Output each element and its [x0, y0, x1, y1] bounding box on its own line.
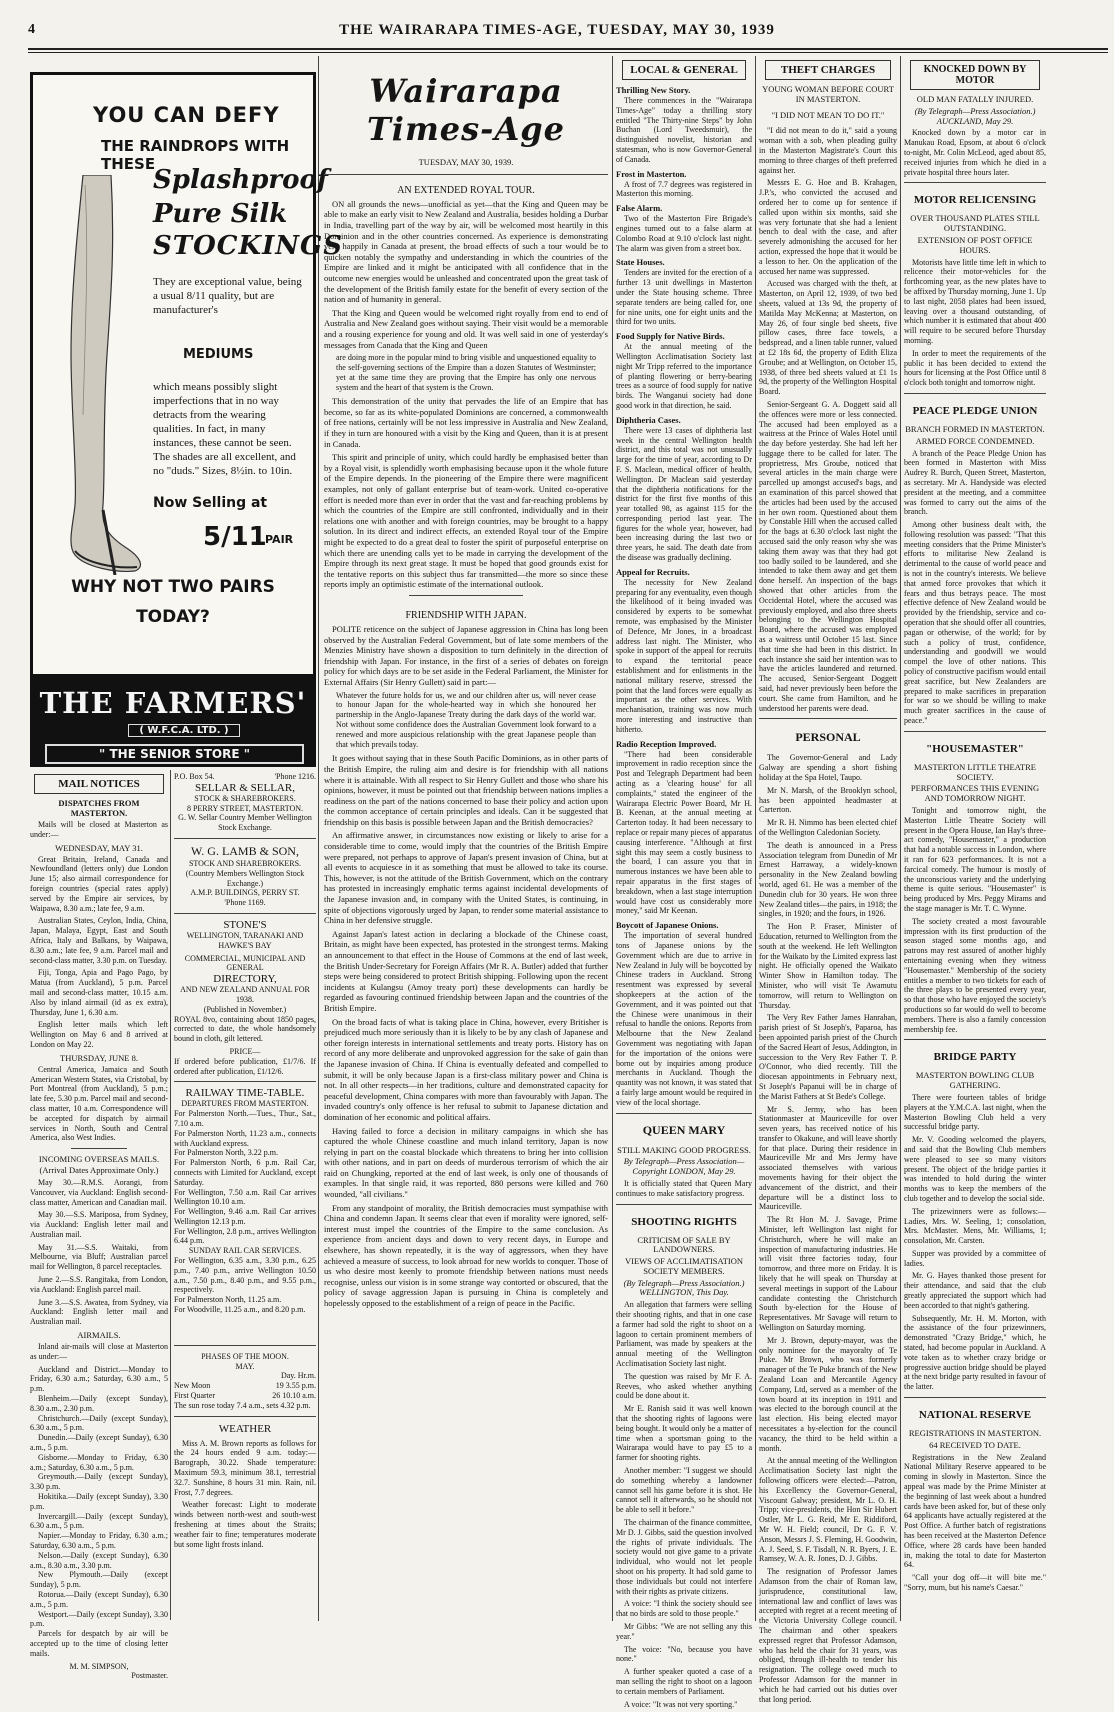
divider	[900, 56, 901, 1621]
paragraph: For Wellington, 9.46 a.m. Rail Car arrives Wellington 12.13 p.m.	[174, 1207, 316, 1226]
paragraph: Central America, Jamaica and South American Western States, via Cristobal, by Port Montreal (from Auckland), 5 p.m.; late fee, 5.30 p.m. Parcel mail and second-class matter, 10 a.m. Correspondence will be accepted for dispatch by airmail services in North, South and Central America, also West Indies.	[30, 1064, 168, 1143]
ad-mediums: MEDIUMS	[183, 347, 254, 362]
paragraph: Invercargill.—Daily (except Sunday), 6.30 a.m., 5 p.m.	[30, 1511, 168, 1531]
moon-row	[174, 1381, 316, 1391]
paragraph: Parcels for despatch by air will be accepted up to the time of closing letter mails.	[30, 1629, 168, 1658]
motor-subheading: EXTENSION OF POST OFFICE HOURS.	[917, 234, 1033, 255]
ad-tagline-1: WHY NOT TWO PAIRS	[71, 577, 275, 597]
lamb-line: (Country Members Wellington Stock Exchange.)	[185, 868, 305, 888]
ad-price-unit: PAIR	[265, 533, 294, 546]
subheading: Boycott of Japanese Onions.	[616, 920, 719, 931]
sellar-line: STOCK & SHAREBROKERS.	[194, 793, 296, 803]
paragraph: June 2.—S.S. Rangitaka, from London, via Auckland: English parcel mail.	[30, 1275, 168, 1294]
paragraph: The Hon P. Fraser, Minister of Education, returned to Wellington from the south at the weekend. He left Wellington for the Waikato by the Limited express last night. He officially opened the Waikato Winter Show in Hamilton today. The Minister, who will visit Te Awamutu tomorrow, will return to Wellington on Thursday.	[759, 922, 897, 1010]
paragraph: Knocked down by a motor car in Manukau Road, Epsom, at about 6 o'clock to-night, Mr. Colin McLeod, aged about 85, received injuries from which he died in a private hospital three hours later.	[904, 128, 1046, 177]
paragraph: Another member: "I suggest we should do something whereby a landowner cannot sell his game before it is shot. He cannot sell it afterwards, so he should not be able to sell it before."	[616, 1466, 752, 1515]
news-column-6	[904, 56, 1046, 1596]
paragraph: The necessity for New Zealand preparing for any eventuality, even though the likelihood of it being invaded was considered by experts to be somewhat remote, was emphasised by the Minister of Defence, Mr Jones, in a broadcast address last night. The Minister, who spoke in support of the appeal for recruits to expand the territorial peace establishment and for enlistments in the national military reserve, stressed the point that the land forces were equally as important as the other services. With mechanisation, training was now much more interesting and instructive than hitherto.	[616, 577, 752, 734]
paragraph: The prizewinners were as follows:—Ladies, Mrs. W. Seeling, 1; consolation, Mrs. McMaster. Mens, Mr. Williams, 1; consolation, Mr. Carsten.	[904, 1206, 1046, 1246]
moon-columns: Day. Hr.m.	[280, 1371, 316, 1381]
paragraph: There commences in the "Wairarapa Times-Age" today a thrilling story entitled "The Thirty-nine Steps" by John Buchan (Lord Tweedsmuir), the distinguished novelist, historian and statesman, who is now Governor-General of Canada.	[616, 96, 752, 164]
knocked-down-heading: KNOCKED DOWN BY MOTOR	[910, 60, 1040, 90]
paragraph: Dunedin.—Daily (except Sunday), 6.30 a.m., 5 p.m.	[30, 1433, 168, 1453]
paragraph: Inland air-mails will close at Masterton as under:—	[30, 1342, 168, 1361]
stone-name: STONE'S	[223, 918, 267, 931]
separator	[616, 1113, 752, 1114]
paragraph: Mr E. Ranish said it was well known that the shooting rights of lagoons were being bought. It would only be a matter of time when a sportsman going to the Wairarapa would have to pay £5 to a farmer for shooting rights.	[616, 1404, 752, 1463]
reserve-subheading: 64 RECEIVED TO DATE.	[929, 1439, 1021, 1450]
ad-product-line-2: Pure Silk	[153, 199, 288, 229]
divider	[755, 56, 756, 1621]
paragraph: Mr Gibbs: "We are not selling any this year."	[616, 1621, 752, 1641]
paragraph: Blenheim.—Daily (except Sunday), 8.30 a.m., 2.30 p.m.	[30, 1394, 168, 1413]
stone-directory: DIRECTORY,	[213, 973, 277, 986]
separator	[904, 1039, 1046, 1040]
signature-title: Postmaster.	[131, 1671, 168, 1681]
paragraph: A voice: "It was not very sporting."	[624, 1699, 738, 1709]
paragraph: Christchurch.—Daily (except Sunday), 6.30 a.m., 5 p.m.	[30, 1413, 168, 1433]
separator	[759, 718, 897, 719]
paragraph: Supper was provided by a committee of ladies.	[904, 1248, 1046, 1268]
separator	[71, 1148, 126, 1149]
mail-date-heading: WEDNESDAY, MAY 31.	[55, 842, 143, 853]
lamb-address: A.M.P. BUILDINGS, PERRY ST.	[190, 888, 300, 898]
stone-line: AND NEW ZEALAND ANNUAL FOR 1938.	[180, 985, 310, 1004]
paragraph: Greymouth.—Daily (except Sunday), 3.30 p.m.	[30, 1472, 168, 1492]
queen-mary-subheading: STILL MAKING GOOD PROGRESS.	[617, 1144, 751, 1155]
paragraph: May 30.—R.M.S. Aorangi, from Vancouver, via Auckland: English second-class matter, American and Canadian mail.	[30, 1177, 168, 1207]
stone-line: WELLINGTON, TARANAKI AND HAWKE'S BAY	[186, 930, 304, 950]
subheading: Frost in Masterton.	[616, 168, 687, 179]
paragraph: For Wellington, 2.8 p.m., arrives Wellington 6.44 p.m.	[174, 1226, 316, 1246]
peace-subheading: BRANCH FORMED IN MASTERTON.	[905, 423, 1045, 434]
paragraph: Hokitika.—Daily (except Sunday), 3.30 p.m.	[30, 1492, 168, 1511]
dateline: (By Telegraph—Press Association.) WELLINGTON, This Day.	[623, 1277, 745, 1298]
block-quote: Whatever the future holds for us, we and our children after us, will never cease to honour Japan for the whole-hearted way in which she honoured her partnership in the Anglo-Japanese Treaty during the dark days of the world war. Not without some confidence does the Australian Government look forward to a renewed and more auspicious relationship with the great Japanese people than that which prevails today.	[336, 690, 596, 749]
ad-product-line-1: Splashproof	[153, 165, 328, 195]
paragraph: Mr R. H. Nimmo has been elected chief of the Wellington Caledonian Society.	[759, 818, 897, 837]
peace-subheading: ARMED FORCE CONDEMNED.	[915, 435, 1035, 446]
paragraph: The society created a most favourable impression with its first production of the season staged some months ago, and patrons may rest assured of another highly entertaining evening when they witness "Housemaster." Membership of the society entitles a member to two tickets for each of the three plays to be presented every year, so that those who have enjoyed the society's productions so far would do well to become members. There is also a family concession membership fee.	[904, 916, 1046, 1034]
subheading: Food Supply for Native Birds.	[616, 331, 725, 342]
reserve-subheading: REGISTRATIONS IN MASTERTON.	[908, 1428, 1042, 1439]
paragraph: For Palmerston North, 11.25 a.m.	[174, 1295, 282, 1305]
housemaster-heading: "HOUSEMASTER"	[926, 742, 1024, 755]
ad-body-text-2: which means possibly slight imperfections that in no way detracts from the wearing qualities. In fact, in many instances, these cannot be seen. The shades are all excellent, and no "duds." Sizes, 8½in. to 10in.	[153, 381, 296, 477]
moon-phase-value: 19 3.55 p.m.	[275, 1381, 316, 1391]
paragraph: At the annual meeting of the Wellington Acclimatisation Society last night the following officers were elected:—Patron, his Excellency the Governor-General, Viscount Galway; president, Mr L. O. H. Tripp; vice-presidents, the Hon Sir Hubert Ostler, Mr L. G. Reid, Mr E. Riddiford, Mr W. H. Field; council, Dr G. F. V. Anson, Messrs J. S. Fleming, H. Goodwin, A. J. Seed, S. F. Tisdall, N. R. Byers, J. E. Ramsey, W. A. R. Jones, D. J. Gibbs.	[759, 1456, 897, 1564]
paragraph: English letter mails which left Wellington on May 6 and 8 arrived at London on May 22.	[30, 1020, 168, 1049]
airmails-heading: AIRMAILS.	[77, 1330, 121, 1341]
separator	[904, 731, 1046, 732]
subheading: Appeal for Recruits.	[616, 566, 690, 577]
shooting-rights-heading: SHOOTING RIGHTS	[631, 1215, 737, 1228]
bridge-subheading: MASTERTON BOWLING CLUB GATHERING.	[915, 1070, 1035, 1091]
paragraph: Two of the Masterton Fire Brigade's engines turned out to a false alarm at Colombo Road at 9.10 o'clock last night. The alarm was given from a street box.	[616, 214, 752, 253]
subheading: State Houses.	[616, 257, 665, 268]
farmers-slogan: " THE SENIOR STORE "	[45, 744, 304, 764]
queen-mary-heading: QUEEN MARY	[642, 1122, 726, 1137]
divider	[170, 770, 171, 1620]
paragraph: For Palmerston North.—Tues., Thur., Sat., 7.10 a.m.	[174, 1109, 316, 1128]
mail-dispatch-heading: DISPATCHES FROM MASTERTON.	[58, 798, 140, 818]
paragraph: The resignation of Professor James Adamson from the chair of Roman law, jurisprudence, constitutional law, international law and conflict of laws was accepted with regret at a recent meeting of the Victoria University College council. The chairman and other speakers expressed regret that Professor Adamson, who has held the chair for 31 years, was obliged, through ill-health to tender his resignation. The college owed much to Professor Adamson for the manner in which he had carried out his duties over that long period.	[759, 1567, 897, 1704]
paragraph: Nelson.—Daily (except Sunday), 6.30 a.m., 8.30 a.m., 3.30 p.m.	[30, 1550, 168, 1570]
paragraph: Napier.—Monday to Friday, 6.30 a.m.; Saturday, 6.30 a.m., 5 p.m.	[30, 1531, 168, 1550]
paragraph: Among other business dealt with, the following resolution was passed: "That this meeting considers that the Prime Minister's efforts to militarise New Zealand is detrimental to the cause of world peace and is not in the country's interests. We believe that armed force provokes that which it fears and thus betrays peace. The most effective defence of New Zealand would be provided by the friendship, service and co-operation that she should offer all countries, pagan or otherwise, of the world; for by such a policy of trust, confidence, understanding and goodwill we would compel the love of other nations. This policy of constructive pacifism would entail great sacrifice, but New Zealanders are prepared to make sacrifices in preparation for war so we should be willing to make much greater sacrifices in the cause of peace."	[904, 520, 1046, 726]
paragraph: Rotorua.—Daily (except Sunday), 6.30 a.m., 5 p.m.	[30, 1589, 168, 1609]
headline-japan: FRIENDSHIP WITH JAPAN.	[405, 609, 527, 621]
paragraph: It is officially stated that Queen Mary continues to make satisfactory progress.	[616, 1178, 752, 1198]
separator	[904, 1397, 1046, 1398]
farmers-logo-banner	[30, 677, 316, 767]
subheading: Radio Reception Improved.	[616, 738, 717, 749]
paragraph: A branch of the Peace Pledge Union has been formed in Masterton with Miss Audrey R. Burch, Queen Street, Masterton, as secretary. Mr A. Handyside was elected president at the meeting, and a committee was formed to carry out the aims of the branch.	[904, 448, 1046, 517]
classifieds-column	[174, 772, 316, 1552]
stockings-advertisement	[30, 72, 343, 677]
separator	[616, 1204, 752, 1205]
farmers-company: ( W.F.C.A. LTD. )	[128, 724, 240, 737]
paragraph: For Wellington, 6.35 a.m., 3.30 p.m., 6.25 p.m., 7.40 p.m., arrive Wellington 10.50 a.m., 7.50 p.m., 8.40 p.m., and 9.55 p.m., respectively.	[174, 1256, 316, 1295]
sellar-contact	[174, 772, 316, 782]
moon-heading: PHASES OF THE MOON.	[201, 1351, 289, 1361]
newspaper-title: THE WAIRARAPA TIMES-AGE, TUESDAY, MAY 30, 1939	[339, 22, 775, 38]
signature: M. M. SIMPSON,	[69, 1661, 129, 1671]
motor-subheading: OVER THOUSAND PLATES STILL OUTSTANDING.	[910, 213, 1040, 234]
paragraph: POLITE reticence on the subject of Japanese aggression in China has long been observed by the Australian Federal Government, but of late some members of the Menzies Ministry have shown a disposition to turn definitely in the direction of friendship with Japan. For instance, in the first of a series of debates on foreign policy for which days are to be set aside in the Federal Parliament, the Minister for External Affairs (Sir Henry Gullett) said in part:—	[324, 623, 608, 687]
peace-pledge-heading: PEACE PLEDGE UNION	[912, 404, 1038, 417]
paragraph: The Rt Hon M. J. Savage, Prime Minister, left Wellington last night for Christchurch, where he will make an inspection of manufacturing industries. He will visit three factories today, four tomorrow, and three more on Friday. It is likely that he will speak on Thursday at several meetings in support of the Labour candidate contesting the Christchurch South by-election for the House of Representatives. Mr Savage will return to Wellington on Saturday morning.	[759, 1215, 897, 1333]
paragraph: Miss A. M. Brown reports as follows for the 24 hours ended 9 a.m. today:—Barograph, 30.22. Shade temperature: Maximum 59.3, minimum 38.1, terrestrial 32.7. Sunshine, 8 hours 31 min. Rain, nil. Frost, 7.7 degrees.	[174, 1438, 316, 1497]
editorial-column	[324, 70, 608, 1312]
weather-heading: WEATHER	[218, 1422, 272, 1435]
ad-now-selling: Now Selling at	[153, 495, 268, 511]
paragraph: "I did not mean to do it," said a young woman with a sob, when pleading guilty in the Masterton Magistrate's Court this morning to three charges of theft preferred against her.	[759, 126, 897, 175]
personal-heading: PERSONAL	[795, 730, 861, 745]
paragraph: For Palmerston North, 11.23 a.m., connects with Auckland express.	[174, 1128, 316, 1148]
shooting-subheading: CRITICISM OF SALE BY LANDOWNERS.	[637, 1234, 731, 1255]
ad-price: 5/11	[203, 522, 267, 552]
masthead: Wairarapa Times-Age	[366, 72, 566, 148]
local-general-column	[616, 56, 752, 1712]
separator	[409, 595, 523, 596]
stone-price-label: PRICE—	[229, 1046, 261, 1056]
paragraph: "There had been considerable improvement in radio reception since the Post and Telegraph Department had been acting as a 'clearing house' for all complaints," stated the engineer of the Wairarapa Electric Power Board, Mr H. B. Keenan, at the annual meeting at Carterton today. It had been necessary to replace or repair many pieces of apparatus causing interference. "Although at first sight this may seem a costly business to the board, I can assure you that in numerous instances we have been able to repair apparatus in the first stages of breakdown, when a last stage interruption would have cost us considerably more money," said Mr Keenan.	[616, 749, 752, 916]
theft-personal-column	[759, 56, 897, 1707]
paragraph: Tonight and tomorrow night, the Masterton Little Theatre Society will present in the Opera House, Ian Hay's three-act comedy, "Housemaster," a production that had a notable success in London, where it ran for 623 performances. It is not a farcical comedy. The humour is mostly of the unconscious variety and the underlying theme is quite serious. "Housemaster" is being produced by Mrs. Peggy Mirams and the stage manager is Mr. T. C. Wynne.	[904, 806, 1046, 913]
national-reserve-heading: NATIONAL RESERVE	[918, 1409, 1032, 1422]
sellar-line: G. W. Sellar Country Member Wellington Stock Exchange.	[178, 813, 312, 833]
moon-row	[174, 1391, 316, 1401]
paragraph: The Governor-General and Lady Galway are spending a short fishing holiday at the Spa Hotel, Taupo.	[759, 753, 897, 782]
moon-month: MAY.	[235, 1361, 255, 1371]
railway-heading: RAILWAY TIME-TABLE.	[185, 1087, 305, 1100]
paragraph: Fiji, Tonga, Apia and Pago Pago, by Matua (from Auckland), 5 p.m. Parcel mail and second-class matter, 10.15 a.m. Also by inland airmail (id as ex extra), Thursday, June 1, 6.30 a.m.	[30, 968, 168, 1017]
ad-body-text: They are exceptional value, being a usual 8/11 quality, but are manufacturer's	[153, 276, 302, 316]
subheading: False Alarm.	[616, 203, 663, 214]
stocking-leg-illustration	[45, 175, 149, 575]
paragraph: In order to meet the requirements of the public it has been decided to extend the hours for licensing at the Post Office until 8 o'clock both tonight and tomorrow night.	[904, 348, 1046, 388]
moon-phase-value: 26 10.10 a.m.	[272, 1391, 316, 1401]
paragraph: Mr J. Brown, deputy-mayor, was the only nominee for the mayoralty of Te Puke. Mr Brown, who was formerly manager of the Te Puke branch of the New Zealand Loan and Mercantile Agency Company, Ltd, served as a member of the town board at its inception in 1911 and was elected to the borough council at the last election. His being elected mayor necessitates a by-election for the council vacancy, the third to be held within a month.	[759, 1335, 897, 1453]
header-rule	[28, 48, 1108, 50]
page-number: 4	[28, 22, 35, 37]
paragraph: An allegation that farmers were selling their shooting rights, and that in one case a farmer had sold the right to shoot on a lagoon to certain prominent members of Parliament, was made by speakers at the annual meeting of the Wellington Acclimatisation Society last night.	[616, 1300, 752, 1369]
paragraph: The importation of several hundred tons of Japanese onions by the Government which are due to arrive in New Zealand in July will be boycotted by Chinese traders in Auckland. Strong resentment was expressed by several shopkeepers at the action of the Government, and it was pointed out that the Chinese were unanimous in their refusal to handle the onions. Reports from Melbourne that the New Zealand Government was negotiating with Japan for the importation of the onions were borne out by inquiries among produce merchants in Auckland. Though the quantity was not known, it was stated that a fairly large amount would be required in view of the local shortage.	[616, 931, 752, 1107]
paragraph: If ordered before publication, £1/7/6. If ordered after publication, £1/12/6.	[174, 1056, 316, 1076]
separator	[174, 838, 316, 839]
block-quote: are doing more in the popular mind to bring visible and unquestioned equality to the self-governing sections of the Empire than a dozen Statutes of Westminster; yet at the same time they are proving that the Empire has only one nervous system and the heart of that system is the Crown.	[336, 353, 596, 392]
divider	[318, 56, 319, 1621]
paragraph: The chairman of the finance committee, Mr D. J. Gibbs, said the question involved the rights of private individuals. The society would not give game to a private individual, who would not let people shoot on his property. It had sold game to those individuals but could not interfere with their rights as private citizens.	[616, 1518, 752, 1596]
paragraph: Accused was charged with the theft, at Masterton, on April 12, 1939, of two bed sheets, valued at 13s 9d, the property of Matilda May McKenna; at Masterton, on May 26, of four single bed sheets, five pillow cases, three face towels, a bedspread, and a linen table runner, valued at £2 18s 6d, the property of Edith Eliza Groube; and at Wellington, on October 15, 1938, of three bed sheets valued at £1 1s 9d, the property of the Wellington Hospital Board.	[759, 279, 897, 397]
mail-notices-heading: MAIL NOTICES	[34, 774, 164, 794]
paragraph: This spirit and principle of unity, which could hardly be emphasised better than by a Royal visit, is splendidly worth emphasising because upon it the whole future of the Empire depends. In the pioneering of the Empire there were magnificent examples, not only of gallant enterprise but of team-work. United co-operative effort is needed more than ever in order that the vast and far-reaching problems by which the countries of the Empire are still confronted, individually and in their relations one with another and with foreign countries, may be brought to a happy solution. In its direct and indirect effects, an extended Royal tour of the Empire might be expected to do a great deal to foster the spirit of purposeful enterprise on which there are unending calls yet to be made in carrying the development of the Empire through its next great stage. It must be hoped that good grounds exist for the tentative reports on this subject thus far transmitted—the more so since these reports imply an optimistic estimate of the international outlook.	[324, 452, 608, 590]
paragraph: There were 13 cases of diphtheria last week in the central Wellington health district, and this total was not unusually large for the time of year, according to Dr F. S. Maclean, medical officer of health, Wellington. Dr Maclean said yesterday that the diphtheria notifications for the district for the first five months of this year totalled 98, as against 115 for the corresponding period last year. The figures for the whole year, however, had been increasing during the last two or three years, he said. The death date from the disease was gradually declining.	[616, 425, 752, 563]
paragraph: A frost of 7.7 degrees was registered in Masterton this morning.	[616, 179, 752, 199]
separator	[174, 913, 316, 914]
mail-date-heading: THURSDAY, JUNE 8.	[60, 1052, 138, 1063]
paragraph: Mails will be closed at Masterton as under:—	[30, 820, 168, 839]
divider	[612, 56, 613, 1621]
knocked-subheading: OLD MAN FATALLY INJURED.	[916, 94, 1034, 104]
paragraph: Gisborne.—Monday to Friday, 6.30 a.m.; Saturday, 6.30 a.m., 5 p.m.	[30, 1452, 168, 1472]
subheading: Thrilling New Story.	[616, 85, 691, 95]
paragraph: Australian States, Ceylon, India, China, Japan, Malaya, Egypt, East and South Africa, Italy and Balkans, by Waipawa, 8.30 a.m.; late fee, 9 a.m. Parcel mail and second-class matter, 3.30 p.m. on Tuesday.	[30, 916, 168, 965]
farmers-name: THE FARMERS'	[39, 686, 307, 720]
lamb-name: W. G. LAMB & SON,	[191, 843, 299, 858]
dateline: By Telegraph—Press Association—Copyright LONDON, May 29.	[623, 1156, 745, 1177]
mail-notices	[30, 772, 168, 1681]
paragraph: Messrs E. G. Hoe and B. Krahagen, J.P.'s, who convicted the accused and ordered her to come up for sentence if called upon within six months, said she was very fortunate that she had a lenient bench to deal with the case, and after severely admonishing the accused for her action, expressed the hope that it would be a lesson to her. On the application of the accused her name was suppressed.	[759, 178, 897, 276]
rule	[324, 174, 608, 175]
theft-quote-heading: "I DID NOT MEAN TO DO IT."	[771, 109, 885, 120]
separator	[904, 182, 1046, 183]
editorial-date: TUESDAY, MAY 30, 1939.	[418, 157, 514, 167]
separator	[904, 393, 1046, 394]
paragraph: Tenders are invited for the erection of a further 13 unit dwellings in Masterton under the State housing scheme. Three separate tenders are being called for, one for nine units, one for eight units and the third for two units.	[616, 268, 752, 327]
housemaster-subheading: PERFORMANCES THIS EVENING AND TOMORROW NIGHT.	[910, 783, 1040, 804]
bridge-party-heading: BRIDGE PARTY	[933, 1051, 1017, 1064]
paragraph: A voice: "I think the society should see that no birds are sold to those people."	[616, 1599, 752, 1619]
paragraph: At the annual meeting of the Wellington Acclimatisation Society last night Mr Tripp referred to the importance of planting flowering or berry-bearing trees as a source of food supply for native birds. The Wanganui society had done good work in that direction, he said.	[616, 342, 752, 410]
lamb-line: STOCK AND SHAREBROKERS.	[188, 858, 302, 868]
paragraph: The sun rose today 7.4 a.m., sets 4.32 p.m.	[174, 1400, 311, 1410]
paragraph: Registrations in the New Zealand National Military Reserve appeared to be coming in slowly in Masterton. Since the appeal was made by the Prime Minister at the beginning of last week about a hundred cards have been asked for, but of these only 64 applicants have actually registered at the Post Office. A further batch of registrations has been received at the Masterton Defence Office, where 28 cards have been handed in, making the total to date for Masterton 64.	[904, 1452, 1046, 1570]
header-rule-2	[28, 52, 1108, 53]
paragraph: Weather forecast: Light to moderate winds between north-west and south-west freshening at times about the Straits; weather fair to fine; temperatures moderate but some light frosts inland.	[174, 1500, 316, 1549]
housemaster-subheading: MASTERTON LITTLE THEATRE SOCIETY.	[914, 761, 1036, 782]
paragraph: Motorists have little time left in which to relicence their motor-vehicles for the forthcoming year, as the new plates have to be affixed by Thursday morning, June 1. Up to last night, 2058 plates had been issued, leaving over a thousand outstanding, of which number it is estimated that about 400 will require to be secured before Thursday morning.	[904, 257, 1046, 345]
moon-phase-label: First Quarter	[174, 1391, 216, 1401]
motor-relicensing-heading: MOTOR RELICENSING	[913, 194, 1037, 207]
separator	[174, 1345, 316, 1346]
paragraph: Against Japan's latest action in declaring a blockade of the Chinese coast, Britain, as might have been expected, has protested in the strongest terms. Making an announcement to that effect in the House of Commons at the end of last week, the British Under-Secretary for Foreign Affairs (Mr R. A. Butler) added that further steps were being considered to protect British shipping. Following upon the recent incidents at Kulangsu (Amoy treaty port) these developments can hardly be regarded as favouring continued friendship between Japan and the countries of the British Empire.	[324, 928, 608, 1013]
paragraph: It goes without saying that in these South Pacific Dominions, as in other parts of the British Empire, the ruling aim and desire is for friendship with all nations where it is attainable. With all respect to Sir Henry Gullett and those who share his opinions, however, it must be pointed out that friendship between nations implies a readiness on the part of the nations concerned to base their policy and action upon the common acceptance of certain principles and ideals. Can it be suggested that friendship on this basis is possible between Japan and the British democracies?	[324, 753, 608, 827]
local-general-heading: LOCAL & GENERAL	[622, 60, 746, 80]
paragraph: An affirmative answer, in circumstances now existing or likely to arise for a considerable time to come, would imply that the countries of the British Empire were prepared, not perhaps to approve of Japan's present invasion of China, but at all events to acquiesce in it as something that must be allowed to take its course. This, however, is not the attitude of the British Government, which on the contrary has protested in increasingly emphatic terms against incidental developments of the Japanese invasion and, in company with the United States, is continuing, in spite of objections vigorously urged by Japan, to render some material assistance to China in her defensive struggle.	[324, 830, 608, 926]
incoming-mails-heading: INCOMING OVERSEAS MAILS.	[38, 1154, 160, 1165]
paragraph: Mr S. Jermy, who has been Stationmaster at Mauriceville for over seven years, has received notice of his transfer to Okakune, and will leave shortly for that place. During their residence in Mauriceville Mr and Mrs Jermy have associated themselves with various movements having for their object the advancement of the district, and their departure will be a distinct loss to Mauriceville.	[759, 1104, 897, 1212]
paragraph: The voice: "No, because you have none."	[616, 1644, 752, 1664]
ad-headline: YOU CAN DEFY	[93, 103, 280, 127]
paragraph: May 31.—S.S. Waitaki, from Melbourne, via Bluff; Australian parcel mail for Wellington, 8 parcel receptacles.	[30, 1242, 168, 1272]
shooting-subheading: VIEWS OF ACCLIMATISATION SOCIETY MEMBERS.	[624, 1256, 744, 1276]
separator	[174, 1081, 316, 1082]
sellar-address: 8 PERRY STREET, MASTERTON.	[186, 803, 304, 813]
paragraph: For Palmerston North, 6 p.m. Rail Car, connects with Limited for Auckland, except Saturday.	[174, 1158, 316, 1187]
paragraph: May 30.—S.S. Mariposa, from Sydney, via Auckland: English letter mail and Australian mail.	[30, 1210, 168, 1239]
headline-royal-tour: AN EXTENDED ROYAL TOUR.	[397, 184, 535, 196]
ad-subheadline: THE RAINDROPS WITH THESE	[101, 137, 290, 173]
paragraph: Mr. G. Hayes thanked those present for their attendance, and said that the club greatly appreciated the support which had been accorded to that night's gathering.	[904, 1271, 1046, 1310]
incoming-mails-note: (Arrival Dates Approximate Only.)	[39, 1165, 159, 1176]
sellar-box: P.O. Box 54.	[174, 772, 215, 781]
paragraph: Subsequently, Mr. H. M. Morton, with the assistance of the four prizewinners, demonstrated "Crazy Bridge," which, he stated, had become popular in Auckland. A vote taken as to whether crazy bridge or progressive auction bridge should be played at the next bridge party resulted in favour of the latter.	[904, 1313, 1046, 1392]
railway-subheading: DEPARTURES FROM MASTERTON.	[181, 1099, 309, 1109]
dateline: (By Telegraph—Press Association.) AUCKLAND, May 29.	[914, 105, 1036, 126]
paragraph: Senior-Sergeant G. A. Doggett said all the offences were more or less connected. The accused had been employed as a waitress at the Prince of Wales Hotel until the day before yesterday. She had left her luggage there to be called for later. The proprietress, Mrs Groube, noticed that several articles in the main charge were parcelled up amongst accused's bags, and an examination of this parcel showed that the articles had been used by the accused in her own room. Questioned about them by Constable Hill when the accused called for the bags at 6.30 o'clock last night the accused said the only reason why she was taking them away was that they had got too badly soiled to be laundered, and she intended to take them away and get them done herself. An inspection of the bags showed that other articles from the Occidental Hotel, where the accused was previously employed, and also three sheets belonging to the Wellington Hospital Board, where the accused was employed as a waitress until October 15 last. Since that time she had been in this district. In each instance she said her intention was to have the articles laundered and returned. The accused, Senior-Sergeant Doggett said, had never previously been before the court. She came from Hamilton, and he understood her parents were dead.	[759, 399, 897, 713]
paragraph: For Palmerston North, 3.22 p.m.	[174, 1148, 278, 1158]
paragraph: For Woodville, 11.25 a.m., and 8.20 p.m.	[174, 1305, 306, 1315]
paragraph: This demonstration of the unity that pervades the life of an Empire that has become, so far as its white-populated Dominions are concerned, a commonwealth of free nations, certainly will be not less impressive in Australia and New Zealand, if they in turn are honoured with a visit by the King and Queen, than it is at present in Canada.	[324, 396, 608, 449]
lamb-phone: 'Phone 1169.	[224, 898, 266, 908]
ad-tagline-2: TODAY?	[136, 607, 210, 627]
paragraph: ON all grounds the news—unofficial as yet—that the King and Queen may be able to make an early visit to New Zealand and Australia, besides holding a Durbar in India, travelling part of the way by air, will be welcomed most heartily in this Dominion and in the other countries concerned. As experience is demonstrating very happily in Canada at present, the broad effects of such a tour would be to quicken notably the sympathy and understanding in which the countries of the Empire are linked and it might be anticipated with all confidence that in the outcome new energies would be unleashed and concentrated upon the great task of the development of the British family estate for the benefit of every section of the nation and of humanity in general.	[324, 198, 608, 305]
paragraph: The question was raised by Mr F. A. Reeves, who asked whether anything could be done about it.	[616, 1371, 752, 1401]
ad-product-line-3: STOCKINGS	[153, 231, 343, 261]
sellar-name: SELLAR & SELLAR,	[195, 781, 295, 794]
paragraph: The death is announced in a Press Association telegram from Dunedin of Mr Ernest Harraway, a widely-known personality in the New Zealand bowling world, aged 61. He was a member of the Dunedin club for 30 years. He won three New Zealand titles—the pairs, in 1918; the singles, in 1920; and the fours, in 1926.	[759, 840, 897, 919]
separator	[174, 1416, 316, 1417]
paragraph: The Very Rev Father James Hanrahan, parish priest of St Joseph's, Paparoa, has been appointed parish priest of the Church of the Sacred Heart of Jesus, Addington, in succession to the Very Rev Father T. P. O'Connor, who died recently. Till the diocesan appointments in February next, St Joseph's Papanui will be in charge of the Marist Fathers at St Bede's College.	[759, 1013, 897, 1101]
theft-charges-heading: THEFT CHARGES	[765, 60, 891, 80]
subheading: Diphtheria Cases.	[616, 414, 681, 425]
sunday-services-heading: SUNDAY RAIL CAR SERVICES.	[188, 1246, 302, 1256]
paragraph: New Plymouth.—Daily (except Sunday), 5 p.m.	[30, 1570, 168, 1590]
paragraph: From any standpoint of morality, the British democracies must sympathise with China and condemn Japan. It seems clear that even if morality were ignored, self-interest must impel the countries of the Empire to the same conclusion. As experience from ancient days and down to very recent days, in Europe and elsewhere, has shown repeatedly, it is the way of aggressors, when they have achieved a measure of success, to look abroad for new worlds to conquer. Those of us who desire most keenly to promote friendship between nations must needs recognise, unless our vision is in some strange way contorted or obscured, that the policy of savage aggression Japan is pursuing in China is completely and hopelessly opposed to the establishment of a reign of peace in the Pacific.	[324, 1202, 608, 1309]
stone-line: (Published in November.)	[203, 1004, 287, 1014]
sellar-phone: 'Phone 1216.	[274, 772, 316, 781]
paragraph: Having failed to force a decision in military campaigns in which she has captured the whole Chinese coastline and much inland territory, Japan is now relying in part on the coastal blockade which threatens to bring her into collision with other nations, and in part on deeds of murderous terrorism of which the air raid on Chungking, reported at the end of last week, is only one of thousands of examples. In that single raid, it was reported, 880 persons were killed and 760 wounded, "all civilians."	[324, 1125, 608, 1200]
paragraph: On the broad facts of what is taking place in China, however, every Britisher is prejudiced much more seriously than it is likely to be by any clash of Japanese and other foreign interests in international settlements and treaty ports. History has on record of any more deliberate and unprovoked aggression for the sake of gain than the Japanese invasion of China. If China is eventually defeated and compelled to submit, it will be only because Japan is a first-class military power and China is not. In all other respects—in her traditions, culture and demonstrated capacity for peaceful development, China compares with more than favourably with Japan. The invaded country's only offence is her refusal to submit to Japanese dictation and domination of her economic and political affairs.	[324, 1016, 608, 1122]
paragraph: A further speaker quoted a case of a man selling the right to shoot on a lagoon to certain members of Parliament.	[616, 1667, 752, 1696]
paragraph: Mr N. Marsh, of the Brooklyn school, has been appointed headmaster at Carterton.	[759, 785, 897, 815]
paragraph: "Call your dog off—it will bite me." "Sorry, mum, but his name's Caesar."	[904, 1573, 1046, 1592]
paragraph: Auckland and District.—Monday to Friday, 6.30 a.m.; Saturday, 6.30 a.m., 5 p.m.	[30, 1364, 168, 1394]
paragraph: June 3.—S.S. Awatea, from Sydney, via Auckland: English letter mail and Australian mail.	[30, 1297, 168, 1327]
paragraph: That the King and Queen would be welcomed right royally from end to end of Australia and New Zealand goes without saying. Their visit would be a memorable and a rousing experience for young and old. It was well said in one of yesterday's messages from Canada that the King and Queen	[324, 307, 608, 350]
theft-subheading: YOUNG WOMAN BEFORE COURT IN MASTERTON.	[762, 84, 894, 104]
paragraph: For Wellington, 7.50 a.m. Rail Car arrives Wellington 10.10 a.m.	[174, 1187, 316, 1207]
stone-line: COMMERCIAL, MUNICIPAL AND GENERAL	[184, 953, 306, 973]
paragraph: Westport.—Daily (except Sunday), 3.30 p.m.	[30, 1609, 168, 1629]
paragraph: Great Britain, Ireland, Canada and Newfoundland (letters only) due London June 15; also airmail correspondence for foreign countries (special rates apply) served by the Empire air services, by Waipawa, 8.30 a.m.; late fee, 9 a.m.	[30, 854, 168, 913]
paragraph: Mr. V. Gooding welcomed the players, and said that the Bowling Club members were pleased to see so many visitors present. The object of the bridge parties it was intended to hold during the winter months was to keep the members of the club together and to develop the social side.	[904, 1135, 1046, 1203]
moon-phase-label: New Moon	[174, 1381, 211, 1391]
paragraph: ROYAL 8vo, containing about 1850 pages, corrected to date, the whole handsomely bound in cloth, gilt lettered.	[174, 1014, 316, 1044]
page-header	[0, 20, 1114, 44]
paragraph: There were fourteen tables of bridge players at the Y.M.C.A. last night, when the Masterton Bowling Club held a very successful bridge party.	[904, 1092, 1046, 1132]
